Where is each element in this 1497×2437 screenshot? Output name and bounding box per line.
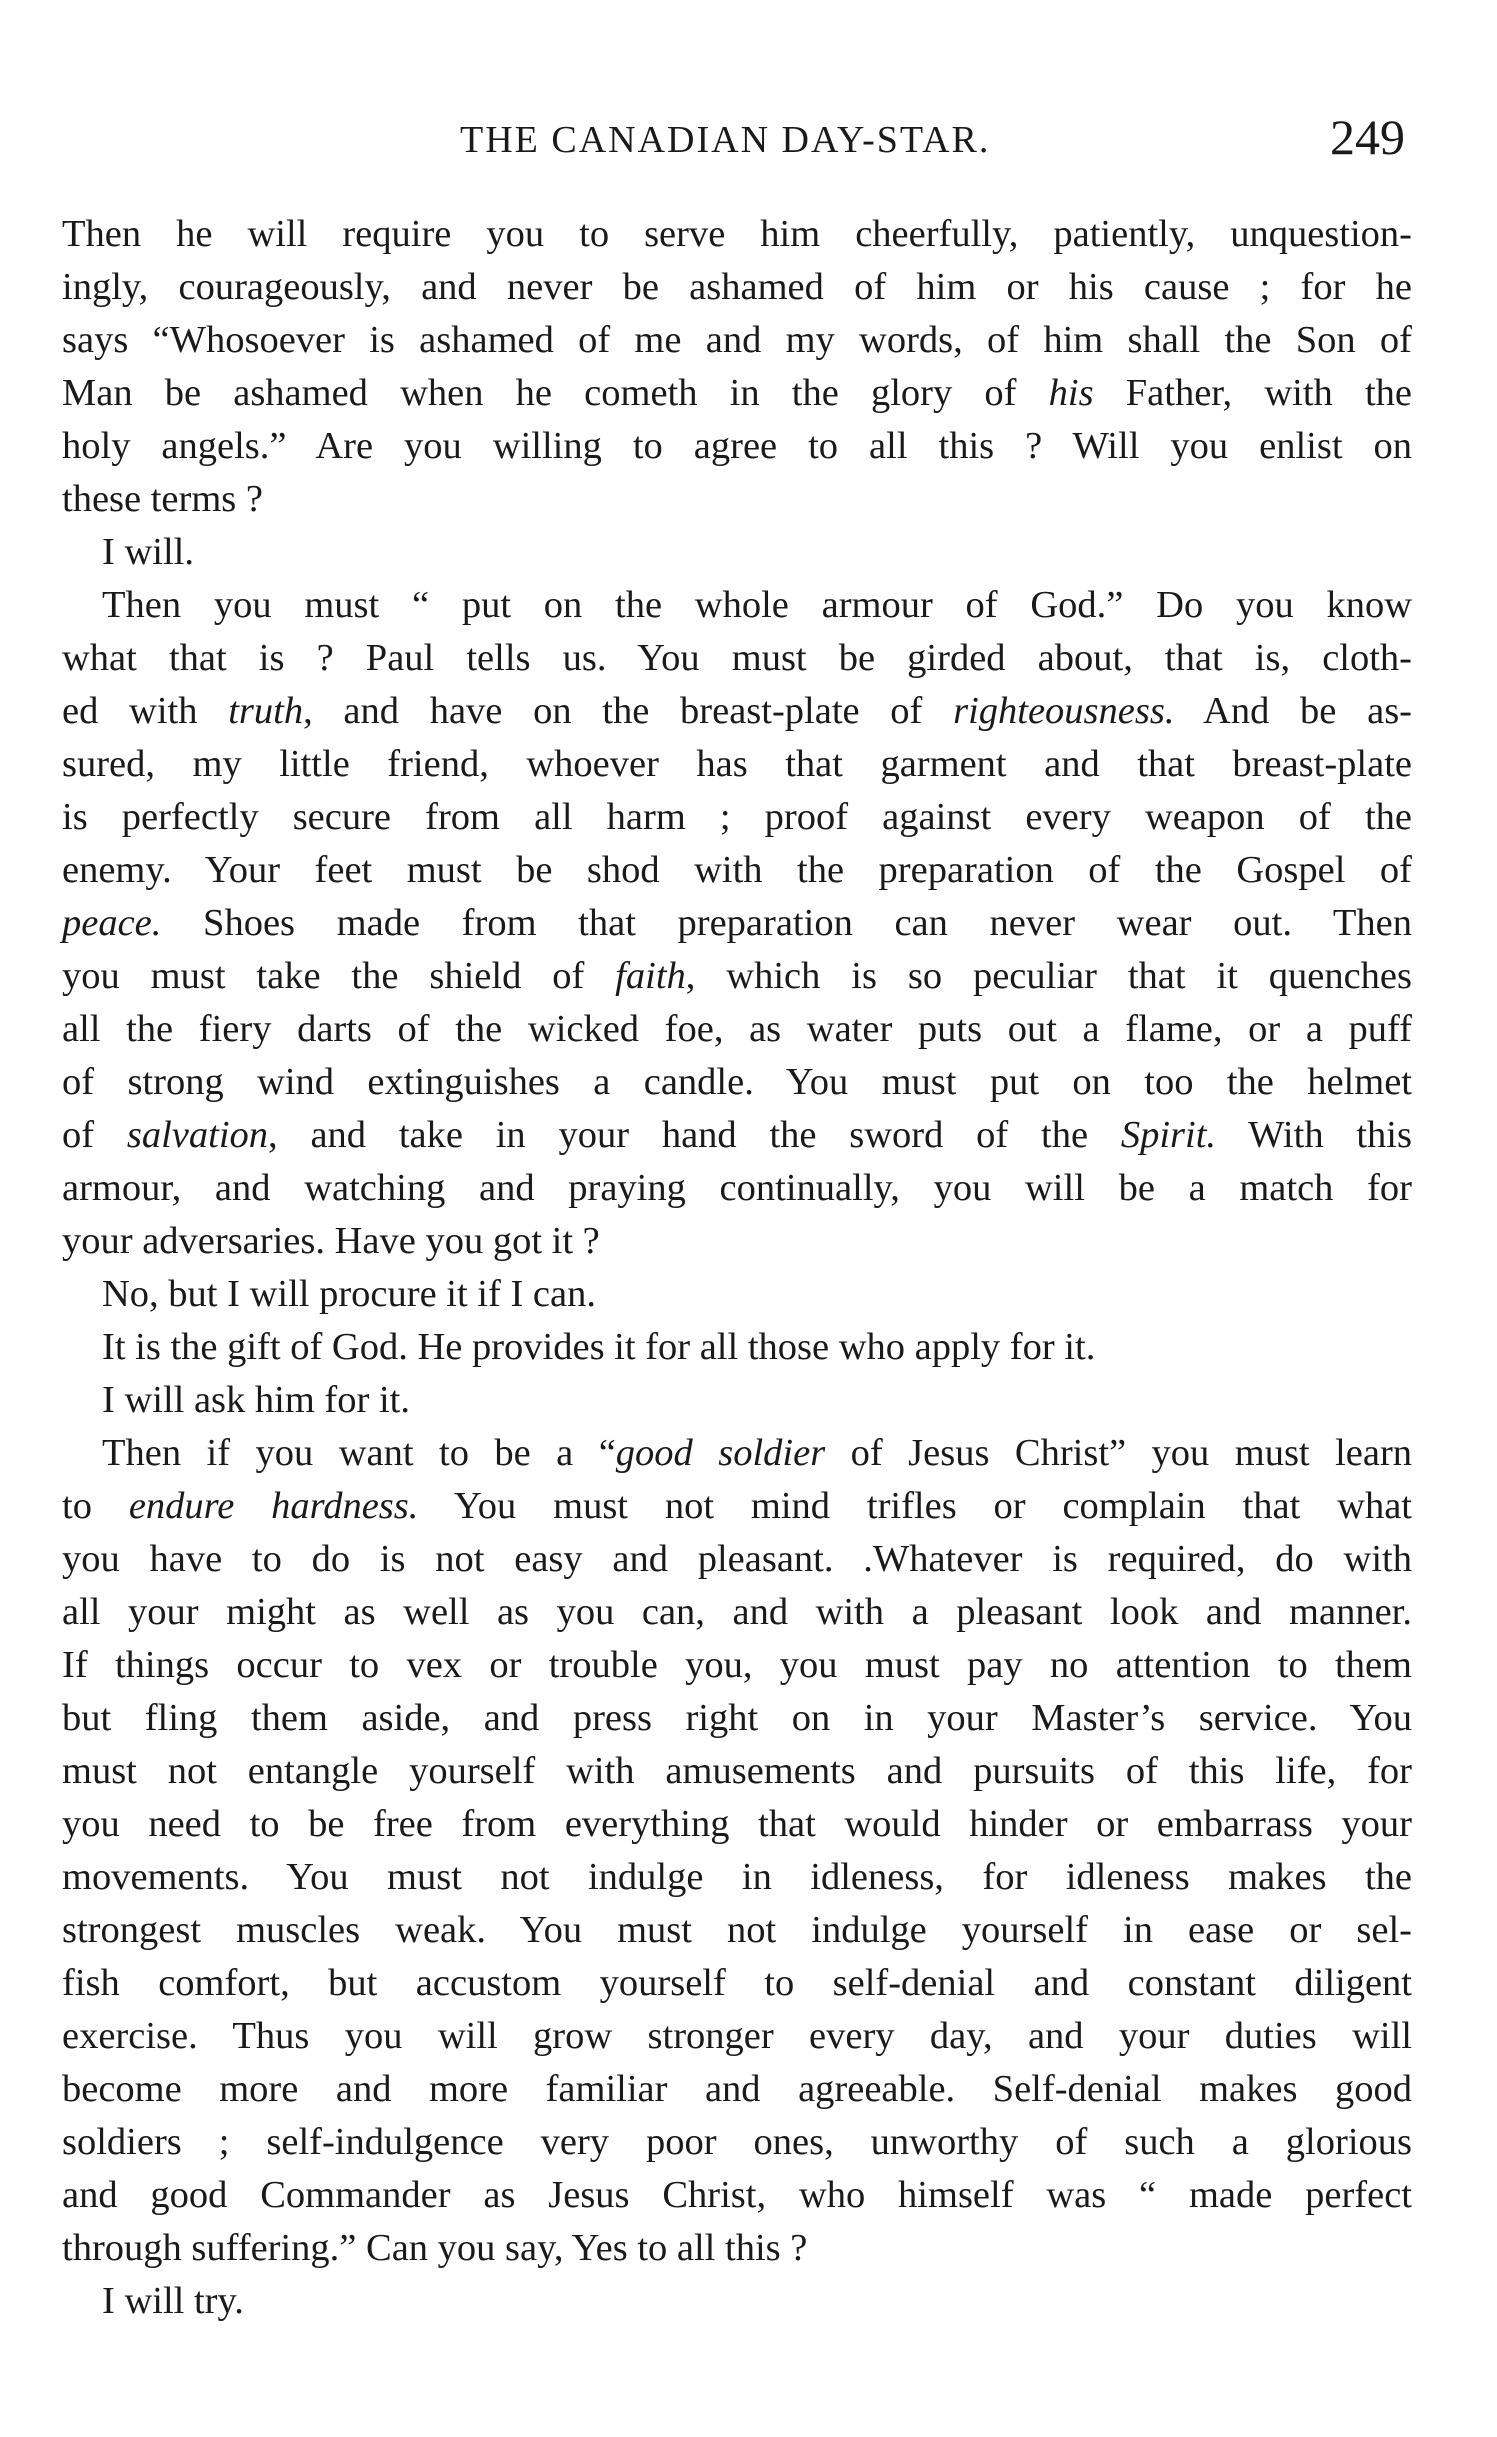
text-line	[62, 1321, 1412, 1374]
text-line	[62, 1374, 1412, 1427]
text-run: Shoes made from that preparation can never wear out. Then	[161, 902, 1412, 944]
running-head	[0, 108, 1497, 168]
text-line	[62, 791, 1412, 844]
text-line	[62, 2222, 1412, 2275]
text-line	[62, 2275, 1412, 2328]
text-line	[62, 1586, 1412, 1639]
text-run: Then you must “ put on the whole armour of God.” Do you know	[102, 584, 1412, 626]
text-line	[62, 1904, 1412, 1957]
text-line	[62, 1215, 1412, 1268]
text-run: I will try.	[102, 2280, 244, 2322]
text-line	[62, 1003, 1412, 1056]
text-run: , and have on the breast-plate of	[303, 690, 954, 732]
text-run: you must take the shield of	[62, 955, 616, 997]
text-run: but fling them aside, and press right on in your Master’s service. You	[62, 1697, 1412, 1739]
text-run: you have to do is not easy and pleasant. .Whatever is required, do with	[62, 1538, 1412, 1580]
italic-run: peace.	[62, 902, 162, 944]
text-line	[62, 1692, 1412, 1745]
text-line	[62, 1533, 1412, 1586]
text-line	[62, 897, 1412, 950]
text-run: Father, with the	[1093, 372, 1412, 414]
text-run: you need to be free from everything that would hinder or embarrass your	[62, 1803, 1412, 1845]
text-run: must not entangle yourself with amusements and pursuits of this life, for	[62, 1750, 1412, 1792]
text-line	[62, 314, 1412, 367]
text-line	[62, 1745, 1412, 1798]
text-line	[62, 208, 1412, 261]
text-run: Then if you want to be a “	[102, 1432, 616, 1474]
text-run: become more and more familiar and agreeable. Self-denial makes good	[62, 2068, 1412, 2110]
text-line	[62, 420, 1412, 473]
text-run: ed with	[62, 690, 229, 732]
italic-run: salvation	[126, 1114, 269, 1156]
text-run: holy angels.” Are you willing to agree to all this ? Will you enlist on	[62, 425, 1412, 467]
text-run: With this	[1216, 1114, 1412, 1156]
text-run: ingly, courageously, and never be ashamed of him or his cause ; for he	[62, 266, 1412, 308]
text-line	[62, 1162, 1412, 1215]
text-run: , and take in your hand the sword of the	[268, 1114, 1121, 1156]
text-line	[62, 1056, 1412, 1109]
text-line	[62, 261, 1412, 314]
body-text	[62, 208, 1412, 2328]
italic-run: Spirit.	[1120, 1114, 1217, 1156]
text-run: strongest muscles weak. You must not indulge yourself in ease or sel-	[62, 1909, 1412, 1951]
text-run: of	[62, 1114, 127, 1156]
text-run: of Jesus Christ” you must learn	[825, 1432, 1413, 1474]
text-run: If things occur to vex or trouble you, you must pay no attention to them	[62, 1644, 1412, 1686]
text-run: armour, and watching and praying continually, you will be a match for	[62, 1167, 1412, 1209]
running-title: THE CANADIAN DAY-STAR.	[460, 119, 991, 161]
text-run: says “Whosoever is ashamed of me and my words, of him shall the Son of	[62, 319, 1412, 361]
text-line	[62, 1851, 1412, 1904]
text-line	[62, 738, 1412, 791]
text-run: I will.	[102, 531, 194, 573]
text-line	[62, 844, 1412, 897]
text-line	[62, 1480, 1412, 1533]
text-run: , which is so peculiar that it quenches	[685, 955, 1412, 997]
text-run: movements. You must not indulge in idleness, for idleness makes the	[62, 1856, 1412, 1898]
text-run: through suffering.” Can you say, Yes to all this ?	[62, 2227, 808, 2269]
italic-run: truth	[228, 690, 304, 732]
text-run: sured, my little friend, whoever has that garment and that breast-plate	[62, 743, 1412, 785]
text-line	[62, 579, 1412, 632]
text-line	[62, 2010, 1412, 2063]
italic-run: righteousness.	[953, 690, 1175, 732]
text-line	[62, 2063, 1412, 2116]
text-line	[62, 1427, 1412, 1480]
italic-run: good soldier	[615, 1432, 826, 1474]
text-run: I will ask him for it.	[102, 1379, 410, 1421]
text-line	[62, 367, 1412, 420]
text-line	[62, 1109, 1412, 1162]
text-run: and good Commander as Jesus Christ, who himself was “ made perfect	[62, 2174, 1412, 2216]
text-line	[62, 473, 1412, 526]
italic-run: his	[1048, 372, 1094, 414]
text-run: fish comfort, but accustom yourself to self-denial and constant diligent	[62, 1962, 1412, 2004]
text-line	[62, 2169, 1412, 2222]
text-run: soldiers ; self-indulgence very poor ones, unworthy of such a glorious	[62, 2121, 1412, 2163]
text-run: Then he will require you to serve him cheerfully, patiently, unquestion-	[62, 213, 1412, 255]
italic-run: faith	[615, 955, 686, 997]
text-run: And be as-	[1174, 690, 1412, 732]
text-run: exercise. Thus you will grow stronger every day, and your duties will	[62, 2015, 1412, 2057]
text-line	[62, 1957, 1412, 2010]
text-line	[62, 632, 1412, 685]
text-run: your adversaries. Have you got it ?	[62, 1220, 600, 1262]
text-line	[62, 1798, 1412, 1851]
text-line	[62, 2116, 1412, 2169]
page-number: 249	[1330, 109, 1405, 165]
text-run: No, but I will procure it if I can.	[102, 1273, 596, 1315]
text-line	[62, 685, 1412, 738]
text-run: these terms ?	[62, 478, 263, 520]
text-run: all your might as well as you can, and with a pleasant look and manner.	[62, 1591, 1412, 1633]
text-run: Man be ashamed when he cometh in the glory of	[62, 372, 1049, 414]
text-run: all the fiery darts of the wicked foe, as water puts out a flame, or a puff	[62, 1008, 1412, 1050]
text-run: to	[62, 1485, 129, 1527]
text-run: is perfectly secure from all harm ; proof against every weapon of the	[62, 796, 1412, 838]
italic-run: endure hardness.	[128, 1485, 419, 1527]
text-run: You must not mind trifles or complain that what	[418, 1485, 1413, 1527]
text-run: of strong wind extinguishes a candle. You must put on too the helmet	[62, 1061, 1412, 1103]
text-line	[62, 1268, 1412, 1321]
text-run: enemy. Your feet must be shod with the preparation of the Gospel of	[62, 849, 1412, 891]
text-run: what that is ? Paul tells us. You must be girded about, that is, cloth-	[62, 637, 1412, 679]
text-line	[62, 1639, 1412, 1692]
text-line	[62, 950, 1412, 1003]
text-run: It is the gift of God. He provides it for all those who apply for it.	[102, 1326, 1096, 1368]
text-line	[62, 526, 1412, 579]
